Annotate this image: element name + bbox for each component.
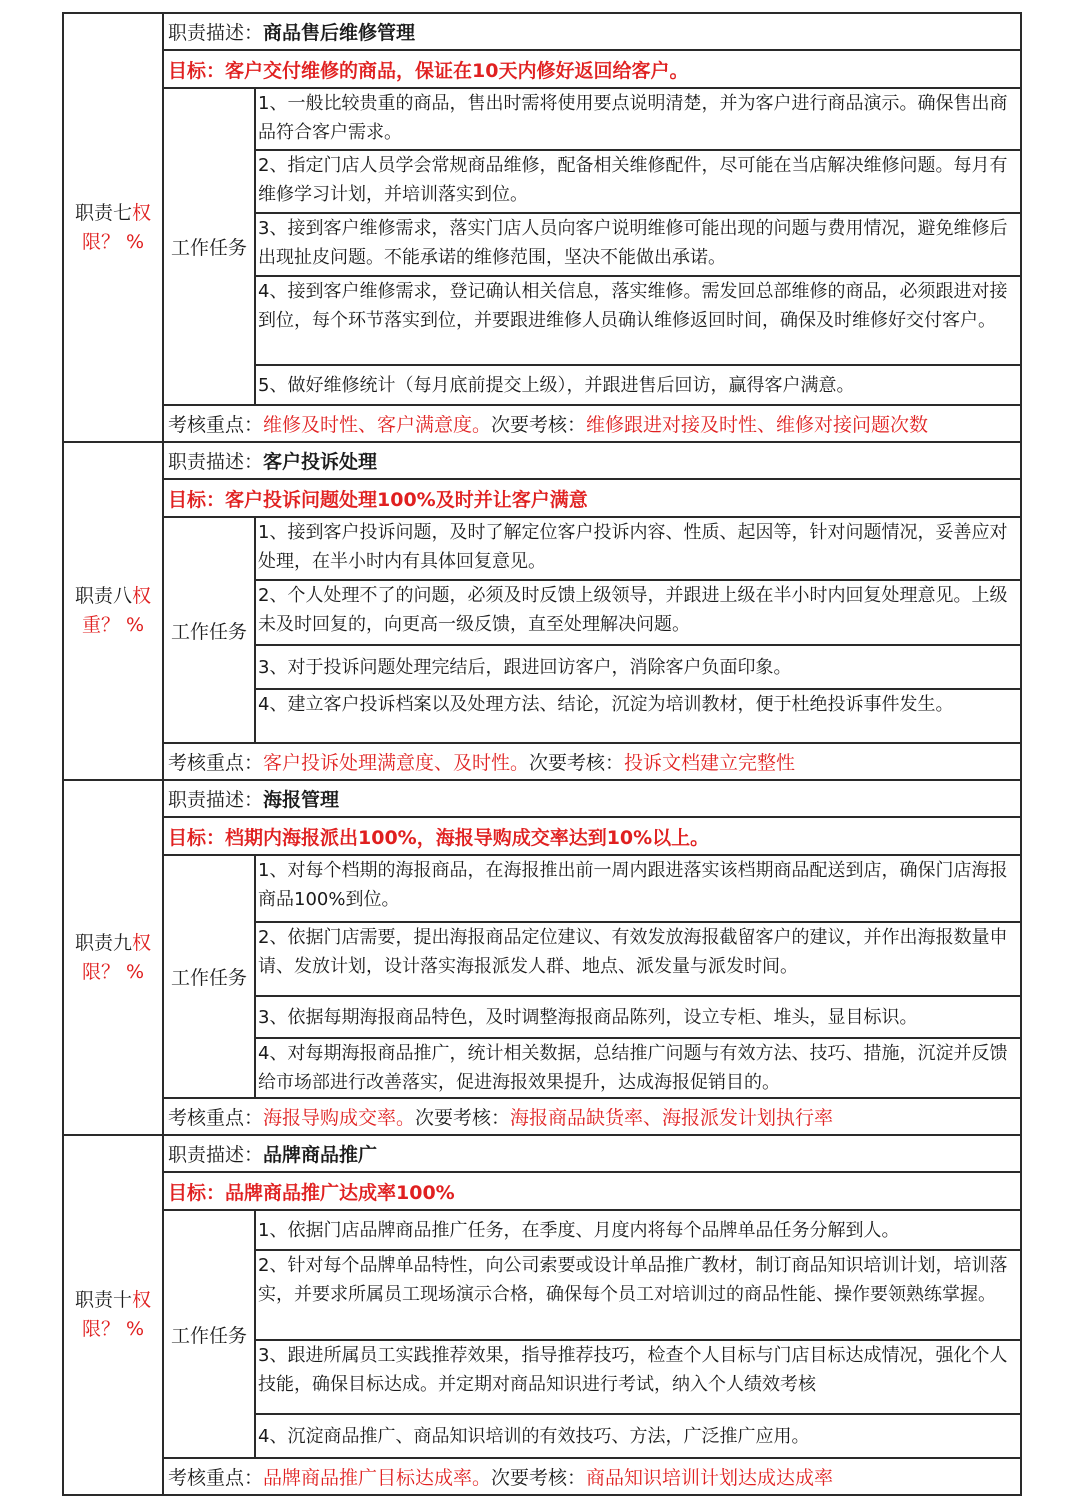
section-7-task-row bbox=[63, 88, 1021, 150]
task-item: 1、依据门店品牌商品推广任务，在季度、月度内将每个品牌单品任务分解到人。 bbox=[255, 1210, 1021, 1250]
section-10-kpi-row bbox=[63, 1458, 1021, 1495]
kpi-cell bbox=[163, 1458, 1021, 1495]
goal-text: 目标：客户交付维修的商品，保证在10天内修好返回给客户。 bbox=[163, 50, 1021, 88]
duty-title: 职责七 bbox=[74, 201, 132, 224]
goal-text: 目标：客户投诉问题处理100%及时并让客户满意 bbox=[163, 479, 1021, 517]
section-7-kpi-row bbox=[63, 405, 1021, 442]
description-prefix: 职责描述： bbox=[168, 22, 264, 44]
description-cell bbox=[163, 442, 1021, 479]
responsibility-sheet bbox=[62, 12, 1020, 1496]
task-item: 4、对每期海报商品推广，统计相关数据，总结推广问题与有效方法、技巧、措施，沉淀并反馈给市场部进行改善落实，促进海报效果提升，达成海报促销目的。 bbox=[255, 1038, 1021, 1098]
task-label: 工作任务 bbox=[163, 1210, 255, 1458]
section-7-desc-row bbox=[63, 13, 1021, 50]
task-item: 2、针对每个品牌单品特性，向公司索要或设计单品推广教材，制订商品知识培训计划，培训落实，并要求所属员工现场演示合格，确保每个员工对培训过的商品性能、操作要领熟练掌握。 bbox=[255, 1250, 1021, 1340]
section-8-goal-row bbox=[63, 479, 1021, 517]
kpi-primary: 维修及时性、客户满意度。 bbox=[263, 414, 492, 436]
task-item: 2、指定门店人员学会常规商品维修，配备相关维修配件，尽可能在当店解决维修问题。每月有维修学习计划，并培训落实到位。 bbox=[255, 150, 1021, 213]
task-label: 工作任务 bbox=[163, 88, 255, 405]
section-9-task-row bbox=[63, 855, 1021, 922]
duty-weight-label: 限？ bbox=[81, 230, 120, 253]
goal-text: 目标：档期内海报派出100%，海报导购成交率达到10%以上。 bbox=[163, 817, 1021, 855]
task-item: 2、个人处理不了的问题，必须及时反馈上级领导，并跟进上级在半小时内回复处理意见。上级未及时回复的，向更高一级反馈，直至处理解决问题。 bbox=[255, 580, 1021, 645]
task-item: 3、接到客户维修需求，落实门店人员向客户说明维修可能出现的问题与费用情况，避免维修后出现扯皮问题。不能承诺的维修范围，坚决不能做出承诺。 bbox=[255, 213, 1021, 276]
description-cell bbox=[163, 1135, 1021, 1172]
section-9-desc-row bbox=[63, 780, 1021, 817]
kpi-primary: 海报导购成交率。 bbox=[263, 1107, 416, 1129]
kpi-secondary: 维修跟进对接及时性、维修对接问题次数 bbox=[586, 414, 929, 436]
description-prefix: 职责描述： bbox=[168, 1144, 264, 1166]
duty-title-red: 权 bbox=[132, 585, 152, 607]
description-text: 商品售后维修管理 bbox=[263, 22, 416, 44]
task-item: 1、对每个档期的海报商品，在海报推出前一周内跟进落实该档期商品配送到店，确保门店海报商品100%到位。 bbox=[255, 855, 1021, 922]
description-prefix: 职责描述： bbox=[168, 451, 264, 473]
kpi-prefix: 考核重点： bbox=[168, 414, 264, 436]
duty-title-red: 权 bbox=[132, 201, 152, 224]
kpi-secondary-prefix: 次要考核： bbox=[491, 414, 587, 436]
section-8-task-row bbox=[63, 517, 1021, 580]
duty-weight-percent: % bbox=[126, 614, 145, 636]
task-item: 5、做好维修统计（每月底前提交上级），并跟进售后回访，赢得客户满意。 bbox=[255, 365, 1021, 405]
section-8-duty-cell bbox=[63, 442, 163, 780]
duty-weight-label: 限？ bbox=[81, 1318, 120, 1340]
kpi-cell bbox=[163, 1098, 1021, 1135]
duty-title: 职责九 bbox=[74, 931, 132, 954]
duty-title: 职责十 bbox=[74, 1289, 132, 1311]
section-8-kpi-row bbox=[63, 743, 1021, 780]
duty-weight-label: 限？ bbox=[81, 960, 120, 983]
section-10-desc-row bbox=[63, 1135, 1021, 1172]
task-label: 工作任务 bbox=[163, 855, 255, 1098]
duty-title: 职责八 bbox=[74, 585, 132, 607]
duty-title-red: 权 bbox=[132, 1289, 152, 1311]
duty-weight-percent: % bbox=[126, 960, 145, 983]
task-item: 1、一般比较贵重的商品，售出时需将使用要点说明清楚，并为客户进行商品演示。确保售出商品符合客户需求。 bbox=[255, 88, 1021, 150]
section-10-goal-row bbox=[63, 1172, 1021, 1210]
task-item: 3、跟进所属员工实践推荐效果，指导推荐技巧，检查个人目标与门店目标达成情况，强化个人技能，确保目标达成。并定期对商品知识进行考试，纳入个人绩效考核 bbox=[255, 1340, 1021, 1414]
kpi-secondary: 海报商品缺货率、海报派发计划执行率 bbox=[510, 1107, 834, 1129]
task-item: 4、沉淀商品推广、商品知识培训的有效技巧、方法，广泛推广应用。 bbox=[255, 1414, 1021, 1458]
kpi-prefix: 考核重点： bbox=[168, 1107, 264, 1129]
kpi-secondary: 投诉文档建立完整性 bbox=[624, 752, 796, 774]
kpi-secondary-prefix: 次要考核： bbox=[491, 1467, 587, 1489]
responsibility-table bbox=[62, 12, 1022, 1496]
section-8-desc-row bbox=[63, 442, 1021, 479]
section-9-goal-row bbox=[63, 817, 1021, 855]
kpi-secondary-prefix: 次要考核： bbox=[415, 1107, 511, 1129]
description-cell bbox=[163, 780, 1021, 817]
task-item: 4、接到客户维修需求，登记确认相关信息，落实维修。需发回总部维修的商品，必须跟进对接到位，每个环节落实到位，并要跟进维修人员确认维修返回时间，确保及时维修好交付客户。 bbox=[255, 276, 1021, 365]
task-item: 3、对于投诉问题处理完结后，跟进回访客户，消除客户负面印象。 bbox=[255, 645, 1021, 689]
description-text: 客户投诉处理 bbox=[263, 451, 378, 473]
kpi-prefix: 考核重点： bbox=[168, 752, 264, 774]
kpi-primary: 客户投诉处理满意度、及时性。 bbox=[263, 752, 530, 774]
section-10-task-row bbox=[63, 1210, 1021, 1250]
section-7-goal-row bbox=[63, 50, 1021, 88]
description-text: 品牌商品推广 bbox=[263, 1144, 378, 1166]
description-text: 海报管理 bbox=[263, 789, 340, 811]
task-item: 4、建立客户投诉档案以及处理方法、结论，沉淀为培训教材，便于杜绝投诉事件发生。 bbox=[255, 689, 1021, 743]
description-cell bbox=[163, 13, 1021, 50]
goal-text: 目标：品牌商品推广达成率100% bbox=[163, 1172, 1021, 1210]
section-9-duty-cell bbox=[63, 780, 163, 1135]
duty-title-red: 权 bbox=[132, 931, 152, 954]
duty-weight-percent: % bbox=[126, 230, 145, 253]
kpi-primary: 品牌商品推广目标达成率。 bbox=[263, 1467, 492, 1489]
task-item: 3、依据每期海报商品特色，及时调整海报商品陈列，设立专柜、堆头，显目标识。 bbox=[255, 996, 1021, 1038]
section-9-kpi-row bbox=[63, 1098, 1021, 1135]
kpi-secondary: 商品知识培训计划达成达成率 bbox=[586, 1467, 834, 1489]
duty-weight-label: 重？ bbox=[81, 614, 120, 636]
section-10-duty-cell bbox=[63, 1135, 163, 1495]
task-label: 工作任务 bbox=[163, 517, 255, 743]
kpi-cell bbox=[163, 405, 1021, 442]
task-item: 2、依据门店需要，提出海报商品定位建议、有效发放海报截留客户的建议，并作出海报数量申请、发放计划，设计落实海报派发人群、地点、派发量与派发时间。 bbox=[255, 922, 1021, 996]
duty-weight-percent: % bbox=[126, 1318, 145, 1340]
kpi-secondary-prefix: 次要考核： bbox=[529, 752, 625, 774]
kpi-cell bbox=[163, 743, 1021, 780]
description-prefix: 职责描述： bbox=[168, 789, 264, 811]
task-item: 1、接到客户投诉问题，及时了解定位客户投诉内容、性质、起因等，针对问题情况，妥善应对处理，在半小时内有具体回复意见。 bbox=[255, 517, 1021, 580]
section-7-duty-cell bbox=[63, 13, 163, 442]
kpi-prefix: 考核重点： bbox=[168, 1467, 264, 1489]
